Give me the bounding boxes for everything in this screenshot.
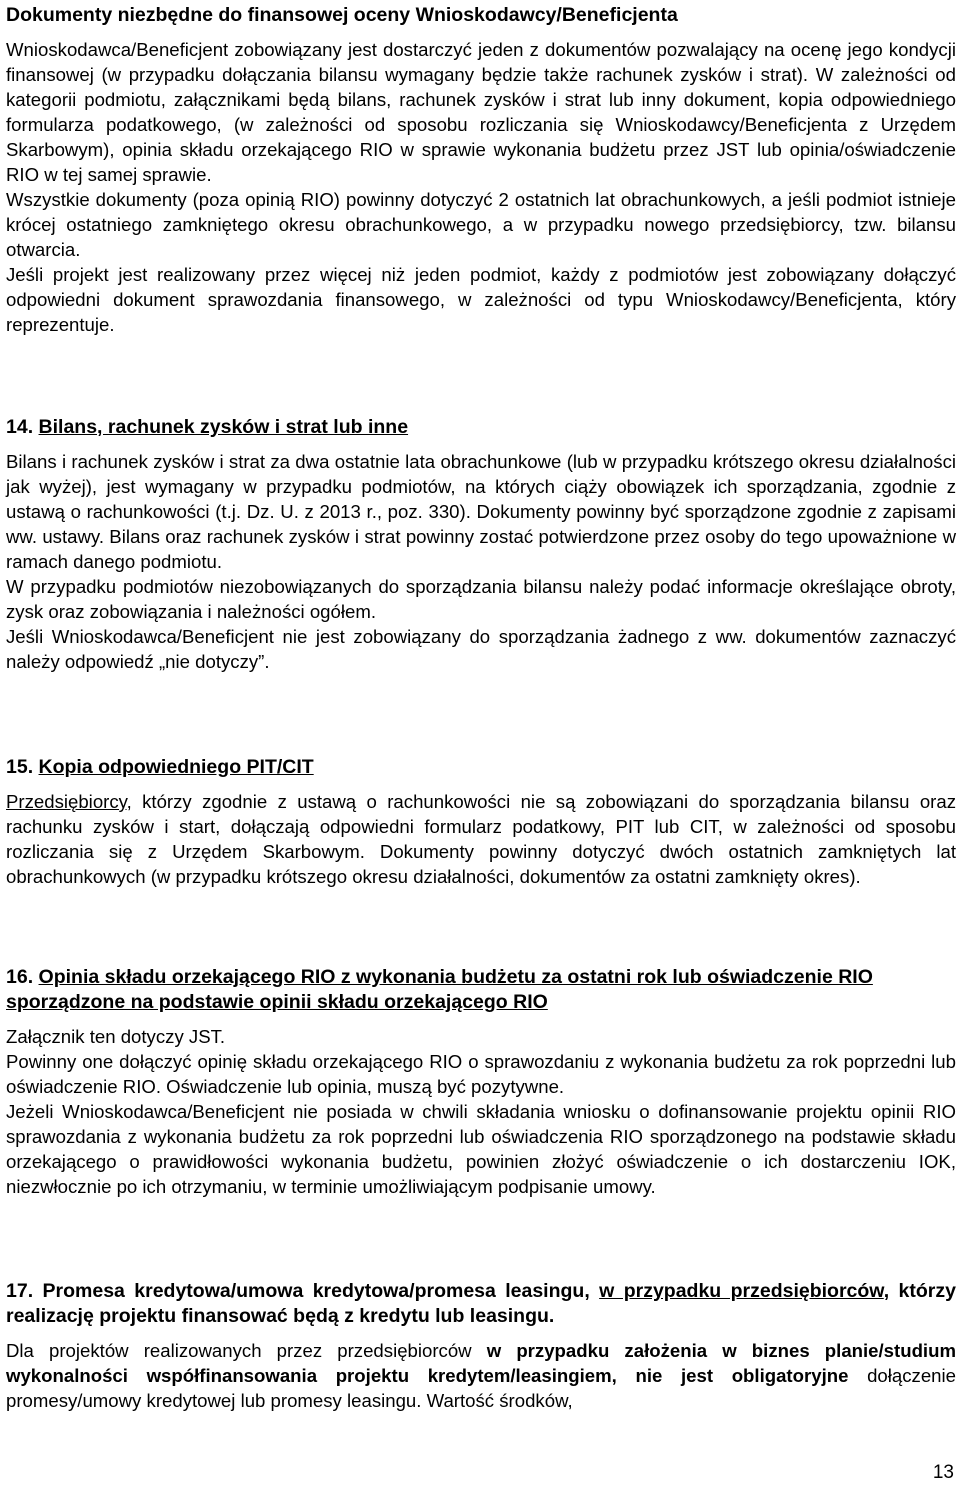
intro-paragraph-2: Wszystkie dokumenty (poza opinią RIO) powinny dotyczyć 2 ostatnich lat obrachunkowych, a jeśli podmiot istnieje krócej ostatniego zamkniętego okresu obrachunkowego, a w przypadku nowego przedsiębiorcy, tzw. bilansu otwarcia. [6, 189, 956, 260]
section-16-paragraph-3: Jeżeli Wnioskodawca/Beneficjent nie posiada w chwili składania wniosku o dofinansowanie projektu opinii RIO sprawozdania z wykonania budżetu za rok poprzedni lub oświadczenia RIO sporządzonego na podstawie składu orzekającego o prawidłowości wykonania budżetu, powinien złożyć oświadczenie o ich dostarczeniu IOK, niezwłocznie po ich otrzymaniu, w terminie umożliwiającym podpisanie umowy. [6, 1101, 956, 1197]
section-15-number: 15. [6, 756, 34, 778]
section-17-text-a: Dla projektów realizowanych przez przedsiębiorców [6, 1340, 487, 1361]
section-17-title-a: Promesa kredytowa/umowa kredytowa/promesa leasingu, [42, 1280, 600, 1302]
section-15-title: Kopia odpowiedniego PIT/CIT [38, 756, 314, 778]
section-16-title: Opinia składu orzekającego RIO z wykonania budżetu za ostatni rok lub oświadczenie RIO sporządzone na podstawie opinii składu orzekającego RIO [6, 966, 873, 1013]
section-15-paragraph-text: , którzy zgodnie z ustawą o rachunkowości nie są zobowiązani do sporządzania bilansu oraz rachunku zysków i start, dołączają odpowiedni formularz podatkowy, PIT lub CIT, w zależności od sposobu rozliczania się z Urzędem Skarbowym. Dokumenty powinny dotyczyć dwóch ostatnich zamkniętych lat obrachunkowych (w przypadku krótszego okresu działalności, dokumentów za ostatni zamknięty okres). [6, 791, 956, 887]
section-15-underlined-term: Przedsiębiorcy [6, 791, 127, 812]
section-17-text-c: dołączenie promesy/umowy kredytowej lub promesy leasingu. Wartość środków, [6, 1365, 956, 1411]
section-17 [6, 1279, 956, 1413]
section-16-paragraph-1: Załącznik ten dotyczy JST. [6, 1026, 226, 1047]
section-16-number: 16. [6, 966, 34, 988]
intro-heading: Dokumenty niezbędne do finansowej oceny Wnioskodawcy/Beneficjenta [6, 4, 678, 26]
section-14-paragraph-1: Bilans i rachunek zysków i strat za dwa ostatnie lata obrachunkowe (lub w przypadku krótszego okresu działalności jak wyżej), jest wymagany w przypadku podmiotów, na których ciąży obowiązek ich sporządzania, zgodnie z ustawą o rachunkowości (t.j. Dz. U. z 2013 r., poz. 330). Dokumenty powinny być sporządzone zgodnie z zapisami ww. ustawy. Bilans oraz rachunek zysków i strat powinny zostać potwierdzone przez osoby do tego upoważnione w ramach danego podmiotu. [6, 451, 956, 572]
section-14-paragraph-3: Jeśli Wnioskodawca/Beneficjent nie jest zobowiązany do sporządzania żadnego z ww. dokumentów zaznaczyć należy odpowiedź „nie dotyczy”. [6, 626, 956, 672]
section-14-title: Bilans, rachunek zysków i strat lub inne [38, 416, 409, 438]
section-14-number: 14. [6, 416, 34, 438]
section-16-heading [6, 965, 956, 1015]
section-17-bold-text: w przypadku założenia w biznes planie/studium wykonalności współfinansowania projektu kredytem/leasingiem, nie jest obligatoryjne [6, 1340, 956, 1386]
intro-paragraph-1: Wnioskodawca/Beneficjent zobowiązany jest dostarczyć jeden z dokumentów pozwalający na ocenę jego kondycji finansowej (w przypadku dołączania bilansu wymagany będzie także rachunek zysków i strat). W zależności od kategorii podmiotu, załącznikami będą bilans, rachunek zysków i strat lub inny dokument, kopia odpowiedniego formularza podatkowego, (w zależności od sposobu rozliczania się Wnioskodawcy/Beneficjenta z Urzędem Skarbowym), opinia składu orzekającego RIO w sprawie wykonania budżetu przez JST lub opinia/oświadczenie RIO w tej samej sprawie. [6, 39, 956, 185]
section-16-paragraph-2: Powinny one dołączyć opinię składu orzekającego RIO o sprawozdaniu z wykonania budżetu za rok poprzedni lub oświadczenie RIO. Oświadczenie lub opinia, muszą być pozytywne. [6, 1051, 956, 1097]
section-17-title-underlined: w przypadku przedsiębiorców [599, 1280, 884, 1302]
section-16 [6, 965, 956, 1199]
section-17-paragraph-1 [6, 1338, 956, 1413]
section-15 [6, 755, 956, 889]
section-15-paragraph-1 [6, 789, 956, 889]
section-17-heading [6, 1279, 956, 1329]
intro-section [6, 3, 956, 337]
section-17-title-b: , którzy realizację projektu finansować będą z kredytu lub leasingu. [6, 1280, 956, 1327]
section-15-heading [6, 755, 956, 780]
section-14-paragraph-2: W przypadku podmiotów niezobowiązanych do sporządzania bilansu należy podać informacje określające obroty, zysk oraz zobowiązania i należności ogółem. [6, 576, 956, 622]
section-14-heading [6, 415, 956, 440]
page-number: 13 [932, 1462, 954, 1483]
section-17-number: 17. [6, 1280, 34, 1302]
section-14 [6, 415, 956, 674]
intro-paragraph-3: Jeśli projekt jest realizowany przez więcej niż jeden podmiot, każdy z podmiotów jest zobowiązany dołączyć odpowiedni dokument sprawozdania finansowego, w zależności od typu Wnioskodawcy/Beneficjenta, który reprezentuje. [6, 264, 956, 335]
